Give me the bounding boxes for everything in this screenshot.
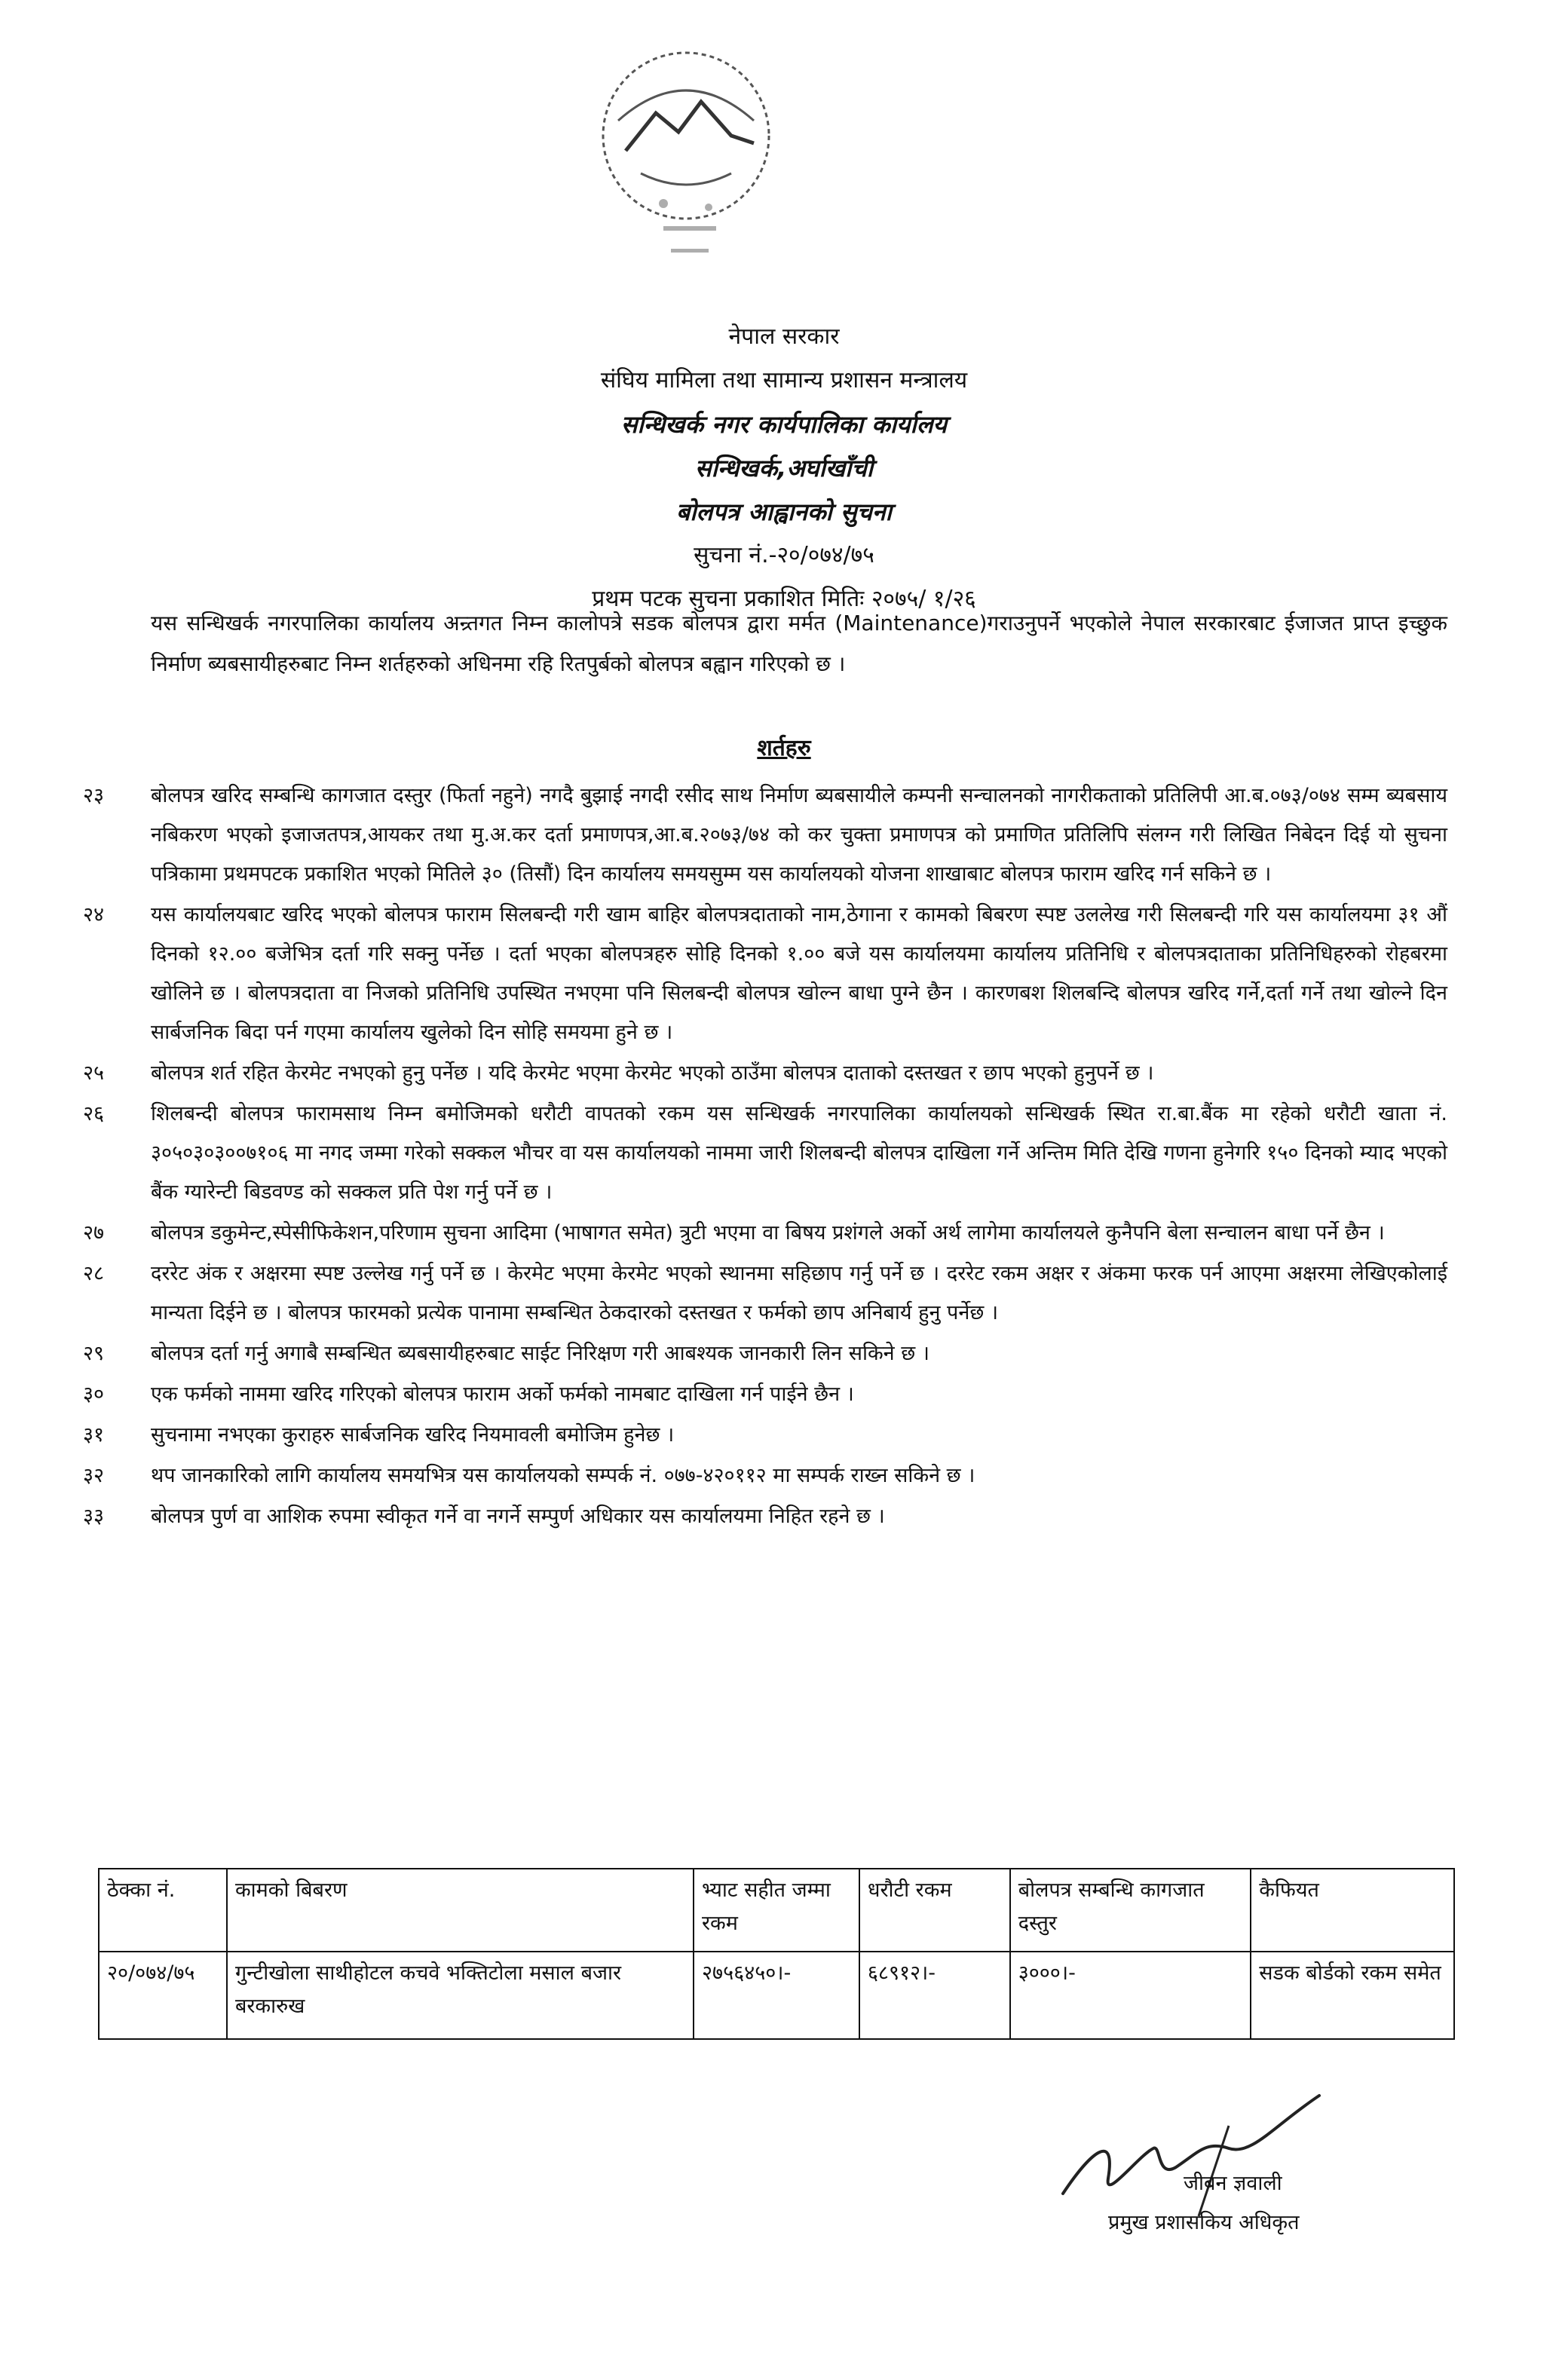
- intro-paragraph: यस सन्धिखर्क नगरपालिका कार्यालय अन्र्तगत निम्न कालोपत्रे सडक बोलपत्र द्वारा मर्मत (Maintenance)गराउनुपर्ने भएकोले नेपाल सरकारबाट ईजाजत प्राप्त इच्छुक निर्माण ब्यबसायीहरुबाट निम्न शर्तहरुको अधिनमा रहि रितपुर्बको बोलपत्र बह्वान गरिएको छ ।: [151, 611, 1447, 676]
- conditions-list: [83, 776, 1447, 1538]
- condition-text: बोलपत्र डकुमेन्ट,स्पेसीफिकेशन,परिणाम सुचना आदिमा (भाषागत समेत) त्रुटी भएमा वा बिषय प्रशंगले अर्को अर्थ लागेमा कार्यालयले कुनैपनि बेला सन्चालन बाधा पर्ने छैन ।: [151, 1221, 1385, 1245]
- condition-text: यस कार्यालयबाट खरिद भएको बोलपत्र फाराम सिलबन्दी गरी खाम बाहिर बोलपत्रदाताको नाम,ठेगाना र कामको बिबरण स्पष्ट उललेख गरी सिलबन्दी गरि यस कार्यालयमा ३१ औं दिनको १२.०० बजेभित्र दर्ता गरि सक्नु पर्नेछ । दर्ता भएका बोलपत्रहरु सोहि दिनको १.०० बजे यस कार्यालयमा कार्यालय प्रतिनिधि र बोलपत्रदाताका प्रतिनिधिहरुको रोहबरमा खोलिने छ । बोलपत्रदाता वा निजको प्रतिनिधि उपस्थित नभएमा पनि सिलबन्दी बोलपत्र खोल्न बाधा पुग्ने छैन । कारणबश शिलबन्दि बोलपत्र खरिद गर्ने,दर्ता गर्ने तथा खोल्ने दिन सार्बजनिक बिदा पर्न गएमा कार्यालय खुलेको दिन सोहि समयमा हुने छ ।: [151, 903, 1448, 1044]
- condition-item: [83, 896, 1447, 1052]
- cell-document-fee: ३०००।-: [1010, 1952, 1251, 2039]
- office-location: सन्धिखर्क,अर्घाखाँची: [694, 454, 874, 482]
- notice-number: सुचना नं.-२०/०७४/७५: [694, 542, 874, 568]
- condition-number: ३३: [83, 1505, 105, 1528]
- condition-item: [83, 1416, 1447, 1455]
- condition-number: ३१: [83, 1423, 105, 1447]
- header-remarks: कैफियत: [1251, 1869, 1454, 1952]
- header-total-with-vat: भ्याट सहीत जम्मा रकम: [694, 1869, 859, 1952]
- condition-number: २५: [83, 1061, 105, 1085]
- condition-number: २३: [83, 784, 105, 807]
- cell-deposit-amount: ६८९१२।-: [859, 1952, 1010, 2039]
- condition-item: [83, 1456, 1447, 1496]
- condition-item: [83, 1054, 1447, 1093]
- notice-title: बोलपत्र आह्वानको सुचना: [676, 498, 892, 526]
- condition-item: [83, 1375, 1447, 1414]
- cell-work-description: गुन्टीखोला साथीहोटल कचवे भक्तिटोला मसाल बजार बरकारुख: [227, 1952, 694, 2039]
- tender-table: [98, 1868, 1455, 2040]
- cell-remarks: सडक बोर्डको रकम समेत: [1251, 1952, 1454, 2039]
- notice-header: [0, 315, 1568, 621]
- condition-item: [83, 1095, 1447, 1212]
- condition-text: थप जानकारिको लागि कार्यालय समयभित्र यस कार्यालयको सम्पर्क नं. ०७७-४२०११२ मा सम्पर्क राख्न सकिने छ ।: [151, 1464, 975, 1487]
- condition-text: बोलपत्र खरिद सम्बन्धि कागजात दस्तुर (फिर्ता नहुने) नगदै बुझाई नगदी रसीद साथ निर्माण ब्यबसायीले कम्पनी सन्चालनको नागरीकताको प्रतिलिपी आ.ब.०७३/०७४ सम्म ब्यबसाय नबिकरण भएको इजाजतपत्र,आयकर तथा मु.अ.कर दर्ता प्रमाणपत्र,आ.ब.२०७३/७४ को कर चुक्ता प्रमाणपत्र को प्रमाणित प्रतिलिपि संलग्न गरी लिखित निबेदन दिई यो सुचना पत्रिकामा प्रथमपटक प्रकाशित भएको मितिले ३० (तिसौं) दिन कार्यालय समयसुम्म यस कार्यालयको योजना शाखाबाट बोलपत्र फाराम खरिद गर्न सकिने छ ।: [151, 784, 1447, 886]
- header-deposit-amount: धरौटी रकम: [859, 1869, 1010, 1952]
- signatory-name: जीबन ज्ञवाली: [1184, 2172, 1282, 2195]
- condition-number: ३०: [83, 1382, 105, 1406]
- header-document-fee: बोलपत्र सम्बन्धि कागजात दस्तुर: [1010, 1869, 1251, 1952]
- condition-text: दररेट अंक र अक्षरमा स्पष्ट उल्लेख गर्नु पर्ने छ । केरमेट भएमा केरमेट भएको स्थानमा सहिछाप गर्नु पर्ने छ । दररेट रकम अक्षर र अंकमा फरक पर्न आएमा अक्षरमा लेखिएकोलाई मान्यता दिईने छ । बोलपत्र फारमको प्रत्येक पानामा सम्बन्धित ठेकदारको दस्तखत र फर्मको छाप अनिबार्य हुनु पर्नेछ ।: [151, 1262, 1447, 1324]
- header-contract-no: ठेक्का नं.: [99, 1869, 227, 1952]
- cell-contract-no: २०/०७४/७५: [99, 1952, 227, 2039]
- condition-number: २८: [83, 1262, 105, 1285]
- cell-total-with-vat: २७५६४५०।-: [694, 1952, 859, 2039]
- government-name: नेपाल सरकार: [728, 323, 840, 350]
- publish-date: प्रथम पटक सुचना प्रकाशित मितिः २०७५/ १/२६: [592, 586, 976, 612]
- header-work-description: कामको बिबरण: [227, 1869, 694, 1952]
- condition-text: एक फर्मको नाममा खरिद गरिएको बोलपत्र फाराम अर्को फर्मको नामबाट दाखिला गर्न पाईने छैन ।: [151, 1382, 854, 1406]
- condition-text: सुचनामा नभएका कुराहरु सार्बजनिक खरिद नियमावली बमोजिम हुनेछ ।: [151, 1423, 675, 1447]
- office-name: सन्धिखर्क नगर कार्यपालिका कार्यालय: [620, 410, 948, 439]
- condition-text: बोलपत्र दर्ता गर्नु अगाबै सम्बन्धित ब्यबसायीहरुबाट साईट निरिक्षण गरी आबश्यक जानकारी लिन सकिने छ ।: [151, 1342, 929, 1365]
- condition-text: शिलबन्दी बोलपत्र फारामसाथ निम्न बमोजिमको धरौटी वापतको रकम यस सन्धिखर्क नगरपालिका कार्यालयको सन्धिखर्क स्थित रा.बा.बैंक मा रहेको धरौटी खाता नं. ३०५०३०३००७१०६ मा नगद जम्मा गरेको सक्कल भौचर वा यस कार्यालयको नाममा जारी शिलबन्दी बोलपत्र दाखिला गर्ने अन्तिम मिति देखि गणना हुनेगरि १५० दिनको म्याद भएको बैंक ग्यारेन्टी बिडवण्ड को सक्कल प्रति पेश गर्नु पर्ने छ ।: [151, 1102, 1447, 1204]
- conditions-heading: शर्तहरु: [757, 735, 811, 761]
- condition-item: [83, 776, 1447, 894]
- condition-text: बोलपत्र पुर्ण वा आशिक रुपमा स्वीकृत गर्ने वा नगर्ने सम्पुर्ण अधिकार यस कार्यालयमा निहित रहने छ ।: [151, 1505, 885, 1528]
- condition-number: २७: [83, 1221, 105, 1245]
- condition-number: २४: [83, 903, 105, 926]
- condition-item: [83, 1497, 1447, 1536]
- government-emblem-stamp: [550, 30, 822, 317]
- condition-item: [83, 1334, 1447, 1373]
- condition-number: २६: [83, 1102, 105, 1125]
- condition-item: [83, 1254, 1447, 1333]
- ministry-name: संघिय मामिला तथा सामान्य प्रशासन मन्त्रालय: [600, 367, 968, 393]
- condition-text: बोलपत्र शर्त रहित केरमेट नभएको हुनु पर्नेछ । यदि केरमेट भएमा केरमेट भएको ठाउँमा बोलपत्र दाताको दस्तखत र छाप भएको हुनुपर्ने छ ।: [151, 1061, 1154, 1085]
- table-header-row: [99, 1869, 1454, 1952]
- table-row: [99, 1952, 1454, 2039]
- condition-number: ३२: [83, 1464, 105, 1487]
- signatory-title: प्रमुख प्रशासकिय अधिकृत: [1108, 2211, 1300, 2234]
- condition-number: २९: [83, 1342, 105, 1365]
- condition-item: [83, 1214, 1447, 1253]
